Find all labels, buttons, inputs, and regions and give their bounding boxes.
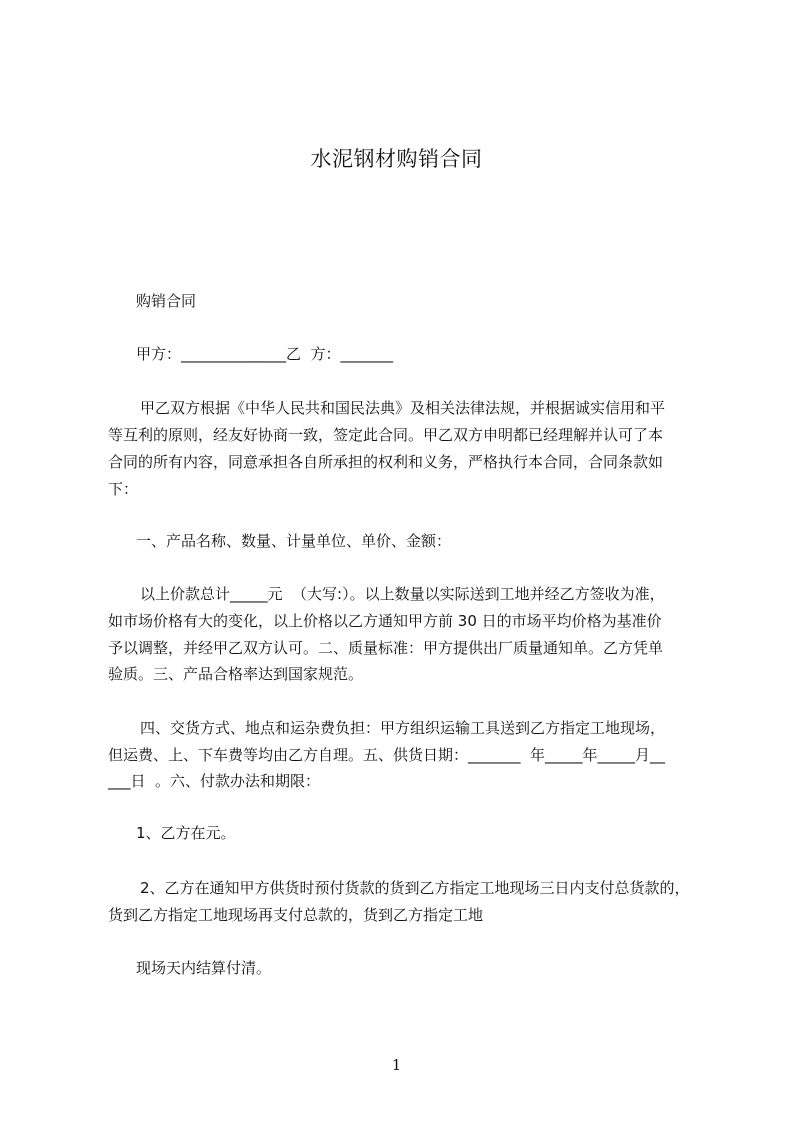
payment-item-2-line-3: 现场天内结算付清。: [136, 959, 272, 977]
page-number: 1: [391, 1056, 402, 1074]
parties-line: 甲方：______________乙 方：_______: [136, 345, 394, 363]
clause-1-line-2: 如市场价格有大的变化，以上价格以乙方通知甲方前 30 日的市场平均价格为基准价: [108, 612, 662, 630]
clause-4-line-2: 但运费、上、下车费等均由乙方自理。五、供货日期：_______ 年_____年_____月__: [108, 746, 666, 764]
payment-item-2-line-1: 2、乙方在通知甲方供货时预付货款的货到乙方指定工地现场三日内支付总货款的，: [140, 879, 690, 897]
preamble-line-2: 等互利的原则，经友好协商一致，签定此合同。甲乙双方申明都已经理解并认可了本: [108, 426, 664, 444]
payment-item-1: 1、乙方在元。: [136, 824, 236, 842]
document-title: 水泥钢材购销合同: [310, 147, 483, 171]
clause-1-heading: 一、产品名称、数量、计量单位、单价、金额：: [136, 532, 452, 550]
payment-item-2-line-2: 货到乙方指定工地现场再支付总款的，货到乙方指定工地: [108, 906, 484, 924]
clause-1-line-3: 予以调整，并经甲乙双方认可。二、质量标准：甲方提供出厂质量通知单。乙方凭单: [108, 639, 664, 657]
clause-1-line-1: 以上价款总计_____元 （大写:）。以上数量以实际送到工地并经乙方签收为准，: [140, 585, 665, 603]
preamble-line-3: 合同的所有内容，同意承担各自所承担的权利和义务，严格执行本合同，合同条款如: [108, 453, 664, 471]
preamble-line-1: 甲乙双方根据《中华人民共和国民法典》及相关法律法规，并根据诚实信用和平: [140, 399, 666, 417]
preamble-line-4: 下：: [108, 480, 139, 498]
heading-purchase-contract: 购销合同: [136, 292, 197, 310]
clause-1-line-4: 验质。三、产品合格率达到国家规范。: [108, 665, 364, 683]
clause-4-line-1: 四、交货方式、地点和运杂费负担：甲方组织运输工具送到乙方指定工地现场，: [140, 719, 666, 737]
clause-4-line-3: ___日 。六、付款办法和期限：: [108, 772, 321, 790]
